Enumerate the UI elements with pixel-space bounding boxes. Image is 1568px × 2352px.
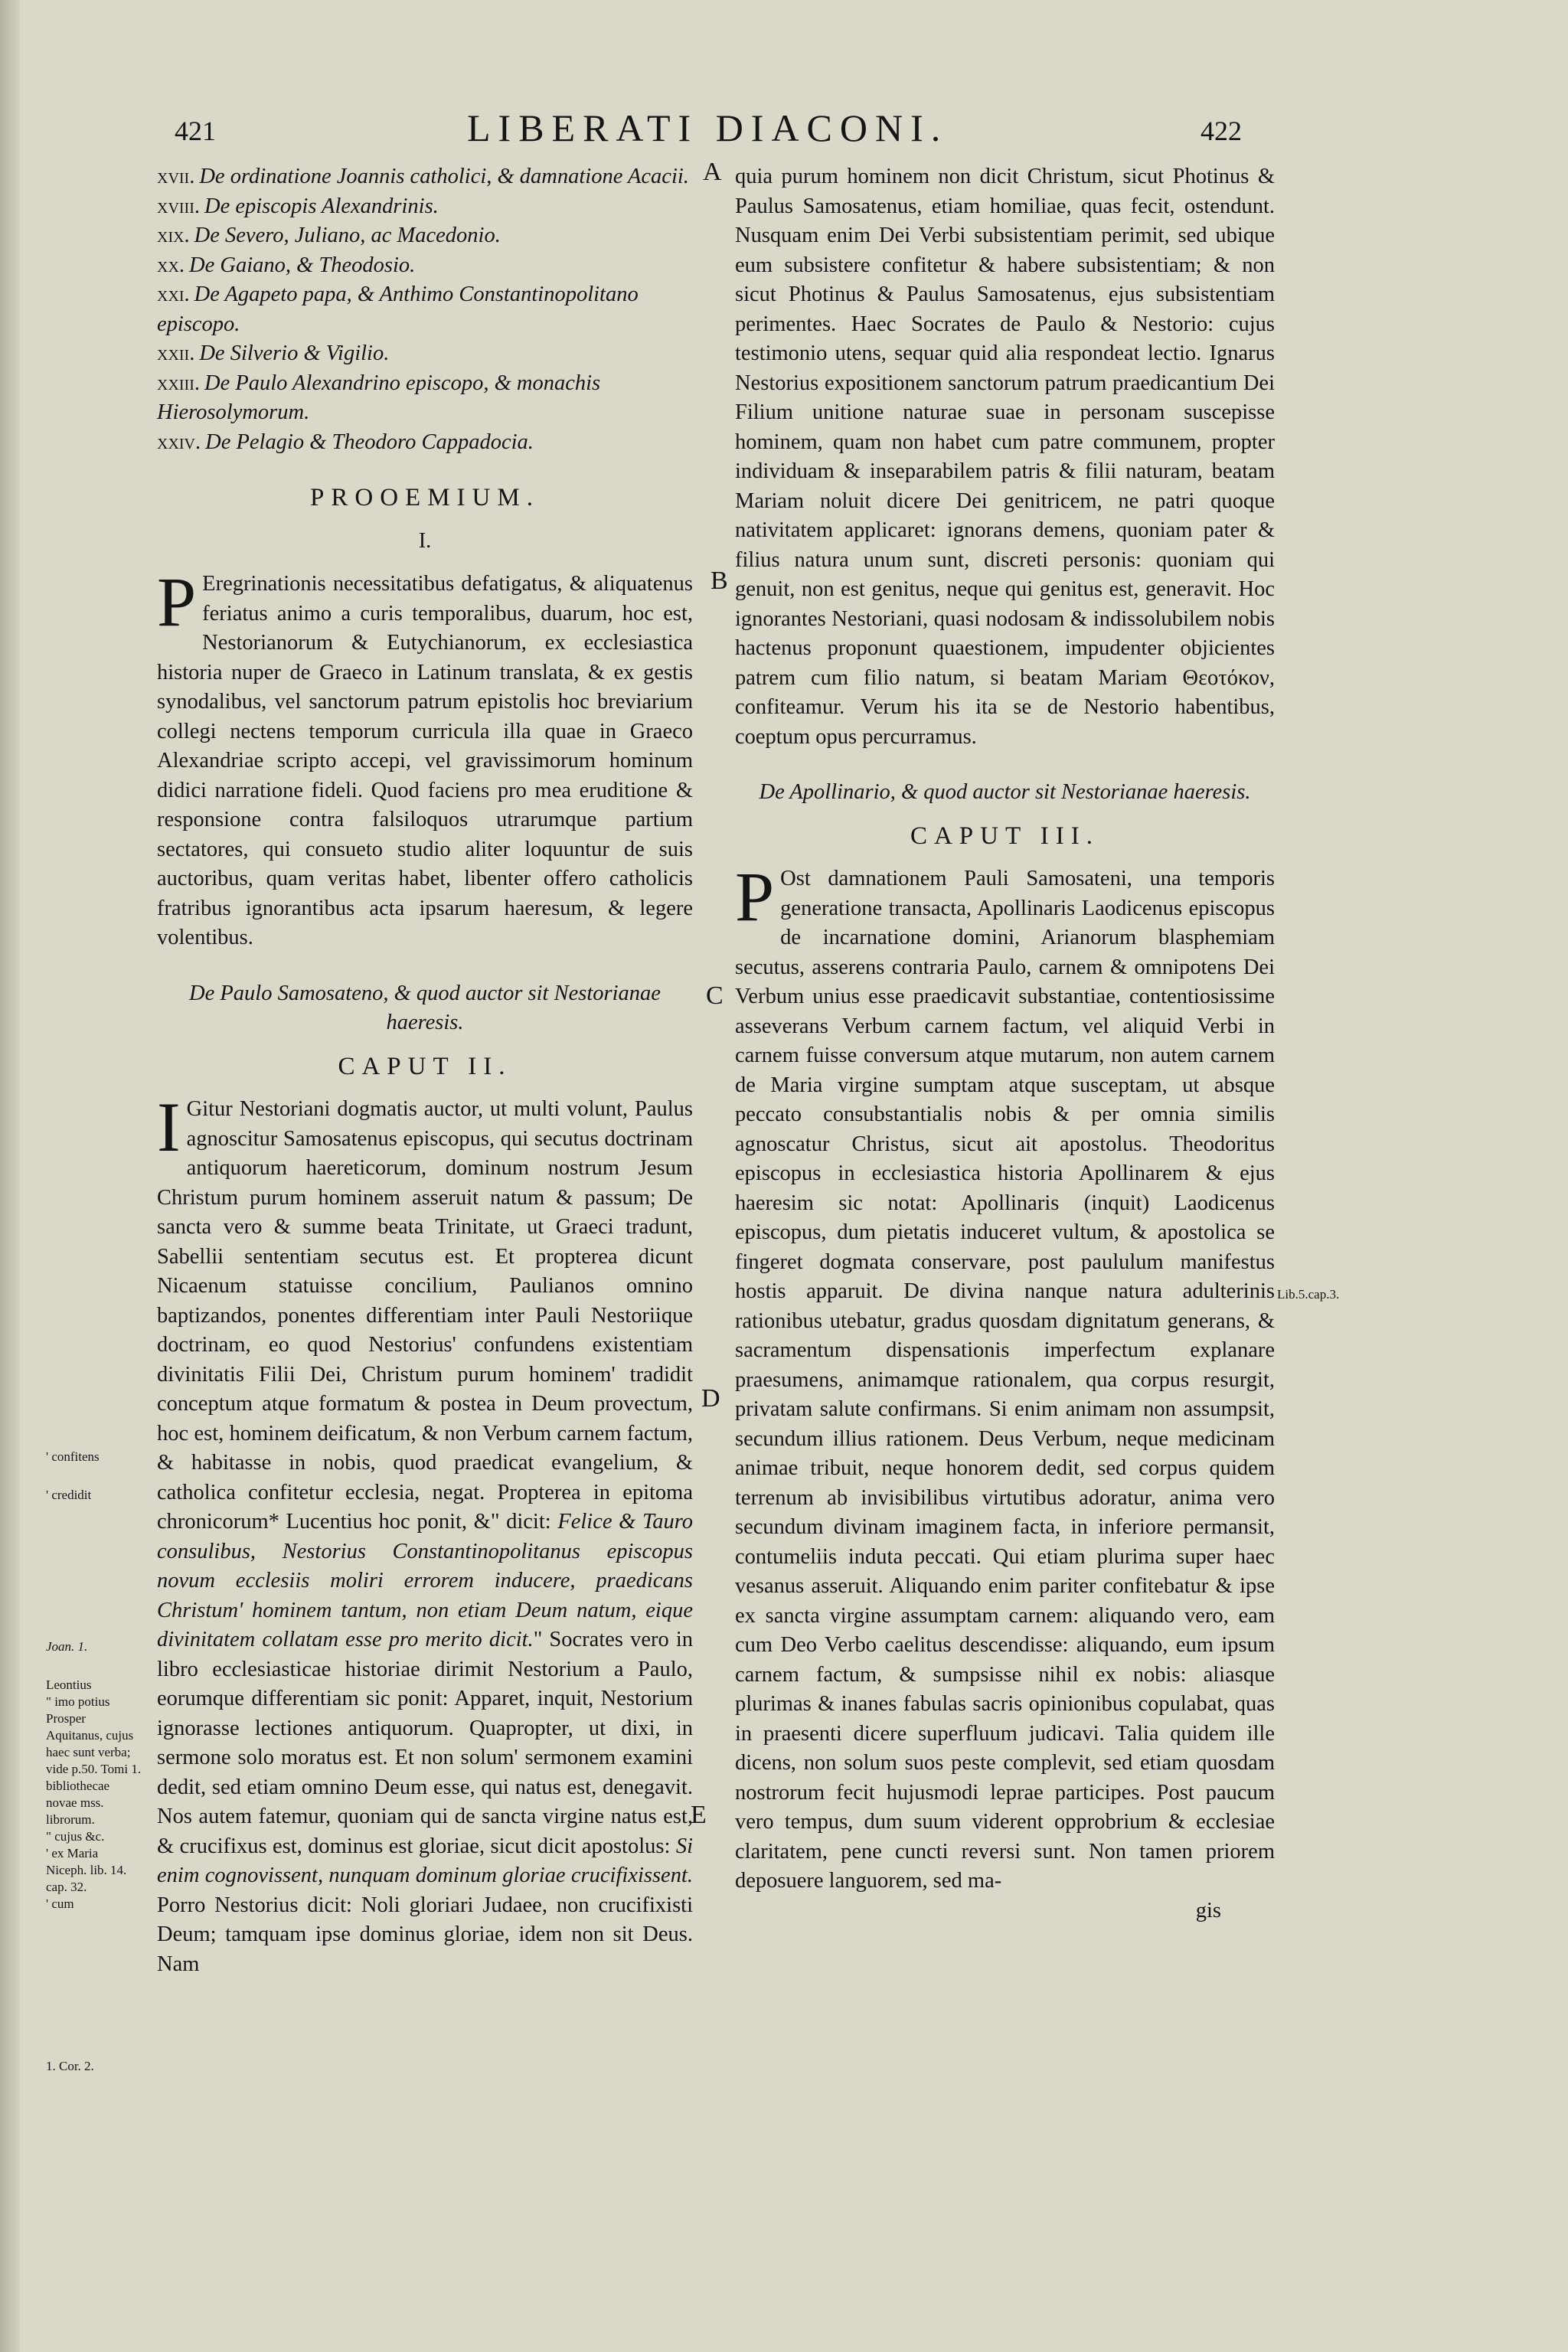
toc-title: De Paulo Alexandrino episcopo, & monachis Hierosolymorum.	[157, 371, 601, 424]
toc-title: De Pelagio & Theodoro Cappadocia.	[205, 430, 534, 454]
drop-cap: P	[157, 563, 197, 641]
toc-title: De Silverio & Vigilio.	[199, 341, 390, 365]
page-number-left: 421	[175, 116, 216, 146]
chapter-2-text: " Socrates vero in libro ecclesiasticae historiae dirimit Nestorium a Paulo, eorumque differentiam sic ponit: Apparet, inquit, Nestorium ignorasse lectiones antiquorum. Quapropter, ut dixi, in sermone solo moratus est. Et non solum' sermonem examini dedit, sed etiam omnino Deum esse, qui natus est, denegavit. Nos autem fatemur, quoniam qui de sancta virgine natus est, & crucifixus est, dominus est gloriae, sicut dicit apostolus:	[157, 1628, 693, 1858]
page-number-right: 422	[1200, 116, 1242, 146]
chapter-2-heading: CAPUT II.	[338, 1052, 512, 1080]
prooemium-number: I.	[418, 528, 432, 553]
toc-item	[157, 251, 693, 281]
continuation-paragraph: quia purum hominem non dicit Christum, sicut Photinus & Paulus Samosatenus, etiam homiliae, quas fecit, ostendunt. Nusquam enim Dei Verbi subsistentiam perimit, sed ubique eum subsistere confitetur & habere subsistentiam; & non sicut Photinus & Paulus Samosatenus, ejus subsistentiam perimentes. Haec Socrates de Paulo & Nestorio: cujus testimonio utens, sequar quid alia respondeat lectio. Ignarus Nestorius expositionem sanctorum patrum praedicantium Dei Filium unitione naturae suae in personam suscepisse hominem, quam non habet cum patre communem, propter individuam & inseparabilem patris & filii naturam, beatam Mariam noluit dicere Dei genitricem, ne patri quoque nativitatem applicaret: ignorans demens, quoniam pater & filius natura unum sunt, discreti personis: quoniam qui genuit, non est genitus, neque qui genitus est, generavit. Hoc ignorantes Nestoriani, quasi nodosam & indissolubilem nobis hactenus proponunt quaestionem, impudenter objicientes patrem cum filio natum, si beatam Mariam Θεοτόκον, confiteamur. Verum his ita se de Nestorio habentibus, coeptum opus percurramus.	[735, 165, 1275, 749]
margin-note: ' confitens	[46, 1449, 100, 1464]
margin-note: Joan. 1.	[46, 1639, 88, 1654]
section-marker-e: E	[691, 1801, 707, 1829]
toc-title: De Severo, Juliano, ac Macedonio.	[194, 224, 501, 247]
toc-number: xvii.	[157, 165, 195, 188]
chapter-3-paragraph	[735, 858, 1275, 1896]
left-column	[157, 162, 693, 1979]
toc-number: xx.	[157, 253, 185, 277]
chapter-2-text: Gitur Nestoriani dogmatis auctor, ut multi volunt, Paulus agnoscitur Samosatenus episcopus, qui secutus doctrinam antiquorum haereticorum, dominum nostrum Jesum Christum purum hominem asseruit natum & passum; De sancta vero & summe beata Trinitate, ut Graeci tradunt, Sabellii sententiam secutus est. Et propterea dicunt Nicaenum statuisse concilium, Paulianos omnino baptizandos, ponentes differentiam inter Pauli Nestoriique doctrinam, eo quod Nestorius' confundens existentiam divinitatis Filii Dei, Christum purum hominem' tradidit conceptum atque formatum & postea in Deum provectum, hoc est, hominem deificatum, & non Verbum carnem factum, & habitasse in nobis, quod praedicat evangelium, & catholica confitetur ecclesia, negat. Propterea in epitoma chronicorum* Lucentius hoc ponit, &" dicit:	[157, 1097, 693, 1534]
toc-title: De Gaiano, & Theodosio.	[189, 253, 416, 277]
margin-note: 1. Cor. 2.	[46, 2059, 94, 2073]
section-marker-c: C	[706, 982, 724, 1010]
prooemium-paragraph	[157, 563, 693, 953]
toc-item	[157, 428, 693, 458]
toc-number: xxii.	[157, 341, 195, 365]
section-marker-d: D	[701, 1384, 720, 1413]
quotation: Felice & Tauro consulibus, Nestorius Constantinopolitanus episcopus novum ecclesiis moliri errorem inducere, praedicans Christum' hominem tantum, non etiam Deum natum, eique divinitatem collatam esse pro merito dicit.	[157, 1510, 693, 1651]
prooemium-text: Eregrinationis necessitatibus defatigatus, & aliquatenus feriatus animo a curis temporalibus, duarum, hoc est, Nestorianorum & Eutychianorum, ex ecclesiastica historia nuper de Graeco in Latinum translata, & ex gestis synodalibus, vel sanctorum patrum epistolis hoc breviarium collegi nectens temporum curricula illa quae in Graeco Alexandriae scripto accepi, vel gravissimorum hominum didici narratione fideli. Quod faciens pro mea eruditione & responsione contra falsiloquos utrarumque partium sectatores, qui consueto studio aliter loquuntur de suis auctoribus, quam veritas habet, libenter offero catholicis fratribus ignorantibus acta ipsarum haeresum, & legere volentibus.	[157, 572, 693, 949]
right-column	[735, 162, 1275, 1926]
scripture-quotation: Si enim cognovissent, nunquam dominum gloriae crucifixissent.	[157, 1834, 693, 1887]
toc-title: De Agapeto papa, & Anthimo Constantinopolitano episcopo.	[157, 283, 639, 336]
chapter-2-paragraph	[157, 1088, 693, 1979]
chapter-3-text: Ost damnationem Pauli Samosateni, una temporis generatione transacta, Apollinaris Laodicenus episcopus de incarnatione domini, Arianorum blasphemiam secutus, asserens contraria Paulo, carnem & omnipotens Dei Verbum unius esse praedicavit substantiae, contentiosissime asseverans Verbum carnem factum, vel aliquid Verbi in carnem fuisse conversum atque mutarum, non autem carnem de Maria virgine sumptam atque susceptam, ut absque peccato consubstantialis nobis & per omnia similis agnoscatur Christus, sicut ait apostolus. Theodoritus episcopus in ecclesiastica historia Apollinarem & ejus haeresim sic notat: Apollinaris (inquit) Laodicenus episcopus, dum pietatis induceret vultum, & apostolica se fingeret dogmata conservare, post paululum manifestus hostis apparuit. De divina nanque natura adulterinis rationibus utebatur, gradus quosdam dignitatum generans, & sacramentum dispensationis imperfectum explanare praesumens, animamque rationalem, qua corpus resurgit, privatam salute confirmans. Si enim animam non assumpsit, secundum illius rationem. Deus Verbum, neque medicinam animae tribuit, neque honorem dedit, sed corpus quidem terrenum ab invisibilibus virtutibus adoratur, anima vero secundum divinam imaginem facta, in inferiore permansit, contumeliis induta peccati. Qui etiam plurima super haec vesanus asseruit. Aliquando enim pariter confitebatur & ipse ex sancta virgine assumptam carnem: aliquando vero, eam cum Deo Verbo caelitus descendisse: aliquando, eum ipsum carnem factum, & sumpsisse nihil ex nobis: aliasque plurimas & inanes fabulas sacris opinionibus copulabat, quas in praesenti dicere superfluum judicavi. Talia quidem ille dicens, non solum suos peste complevit, sed etiam quosdam nostrorum fecit hujusmodi leprae participes. Post paucum vero tempus, dum suum viderent opprobrium & ecclesiae claritatem, pene cuncti reversi sunt. Non tamen priorem deposuere languorem, sed ma-	[735, 867, 1275, 1893]
chapter-3-heading: CAPUT III.	[910, 822, 1100, 850]
section-marker-a: A	[703, 158, 722, 186]
margin-note: Lib.5.cap.3.	[1277, 1287, 1340, 1302]
toc-title: De ordinatione Joannis catholici, & damnatione Acacii.	[199, 165, 689, 188]
toc-number: xviii.	[157, 194, 200, 218]
catchword: gis	[1195, 1898, 1221, 1922]
running-title: LIBERATI DIACONI.	[467, 106, 949, 149]
page-binding-edge	[0, 0, 20, 2352]
table-of-contents	[157, 162, 693, 457]
chapter-3-rubric: De Apollinario, & quod auctor sit Nestorianae haeresis.	[759, 780, 1251, 804]
drop-cap: I	[157, 1088, 181, 1166]
toc-item	[157, 339, 693, 369]
chapter-2-rubric: De Paulo Samosateno, & quod auctor sit Nestorianae haeresis.	[189, 981, 661, 1034]
toc-item	[157, 369, 693, 428]
chapter-2-text: Porro Nestorius dicit: Noli gloriari Judaee, non crucifixisti Deum; tamquam ipse dominus gloriae, idem non sit Deus. Nam	[157, 1893, 693, 1976]
toc-number: xxiv.	[157, 430, 201, 454]
toc-item	[157, 162, 693, 192]
toc-item	[157, 192, 693, 222]
prooemium-heading: PROOEMIUM.	[310, 484, 540, 511]
toc-number: xxiii.	[157, 371, 200, 395]
margin-note: ' credidit	[46, 1488, 92, 1502]
toc-title: De episcopis Alexandrinis.	[204, 194, 439, 218]
toc-number: xix.	[157, 224, 190, 247]
toc-item	[157, 280, 693, 339]
margin-note: Leontius " imo potius Prosper Aquitanus, cujus haec sunt verba; vide p.50. Tomi 1. bibliothecae novae mss. librorum. " cujus &c. ' ex Maria Niceph. lib. 14. cap. 32. ' cum	[46, 1677, 142, 1911]
section-marker-b: B	[710, 567, 728, 595]
drop-cap: P	[735, 858, 775, 936]
toc-item	[157, 221, 693, 251]
toc-number: xxi.	[157, 283, 190, 306]
